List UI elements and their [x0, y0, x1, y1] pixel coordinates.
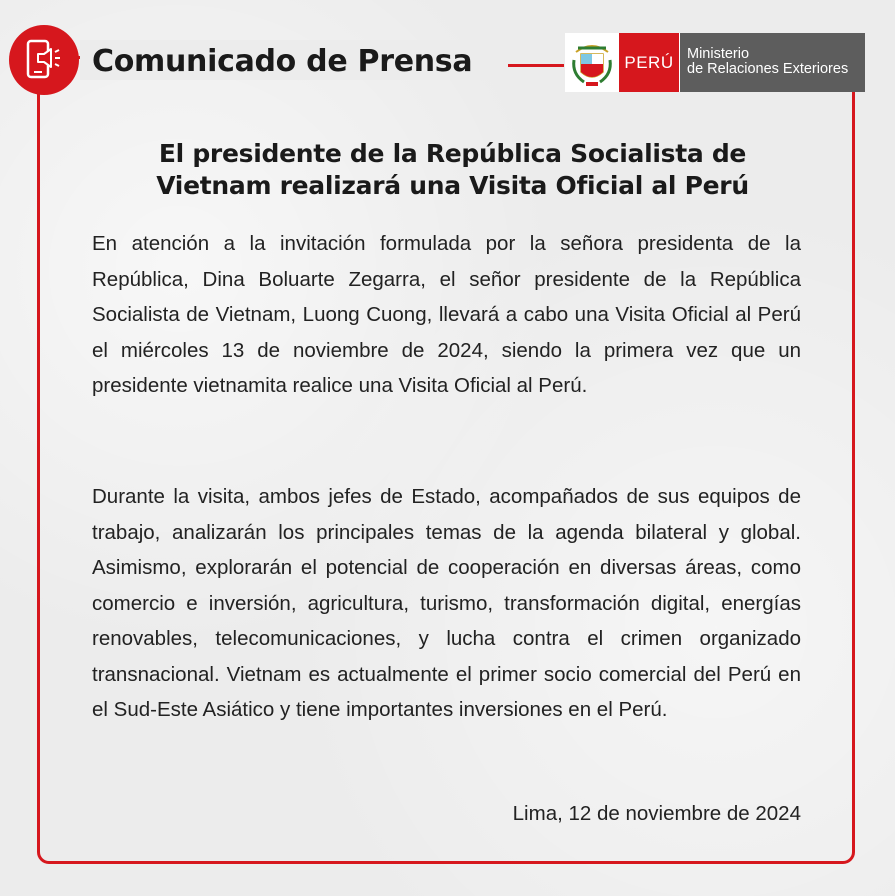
peru-label: PERÚ	[619, 33, 679, 92]
paragraph-1: En atención a la invitación formulada por la señora presidenta de la República, Dina Boluarte Zegarra, el señor presidente de la República Socialista de Vietnam, Luong Cuong, llevará a cabo una Visita Oficial al Perú el miércoles 13 de noviembre de 2024, siendo la primera vez que un presidente vietnamita realice una Visita Oficial al Perú.	[92, 232, 801, 397]
ministry-line-1: Ministerio	[687, 46, 750, 62]
megaphone-phone-icon	[9, 25, 79, 95]
ministry-line-2: de Relaciones Exteriores	[687, 61, 849, 77]
coat-of-arms-icon	[565, 33, 619, 92]
document-title	[60, 138, 845, 202]
document-title-line-1: El presidente de la República Socialista de	[158, 139, 747, 168]
ministry-name	[679, 33, 865, 92]
place-date: Lima, 12 de noviembre de 2024	[512, 802, 801, 825]
document-title-line-2: Vietnam realizará una Visita Oficial al Perú	[156, 171, 749, 200]
paragraph-2: Durante la visita, ambos jefes de Estado, acompañados de sus equipos de trabajo, analizarán los principales temas de la agenda bilateral y global. Asimismo, explorarán el potencial de cooperación en diversas áreas, como comercio e inversión, agricultura, turismo, transformación digital, energías renovables, telecomunicaciones, y lucha contra el crimen organizado transnacional. Vietnam es actualmente el primer socio comercial del Perú en el Sud-Este Asiático y tiene importantes inversiones en el Perú.	[92, 485, 801, 721]
ministry-logo	[565, 33, 865, 92]
header-divider	[508, 64, 564, 67]
page-title: Comunicado de Prensa	[92, 44, 473, 79]
